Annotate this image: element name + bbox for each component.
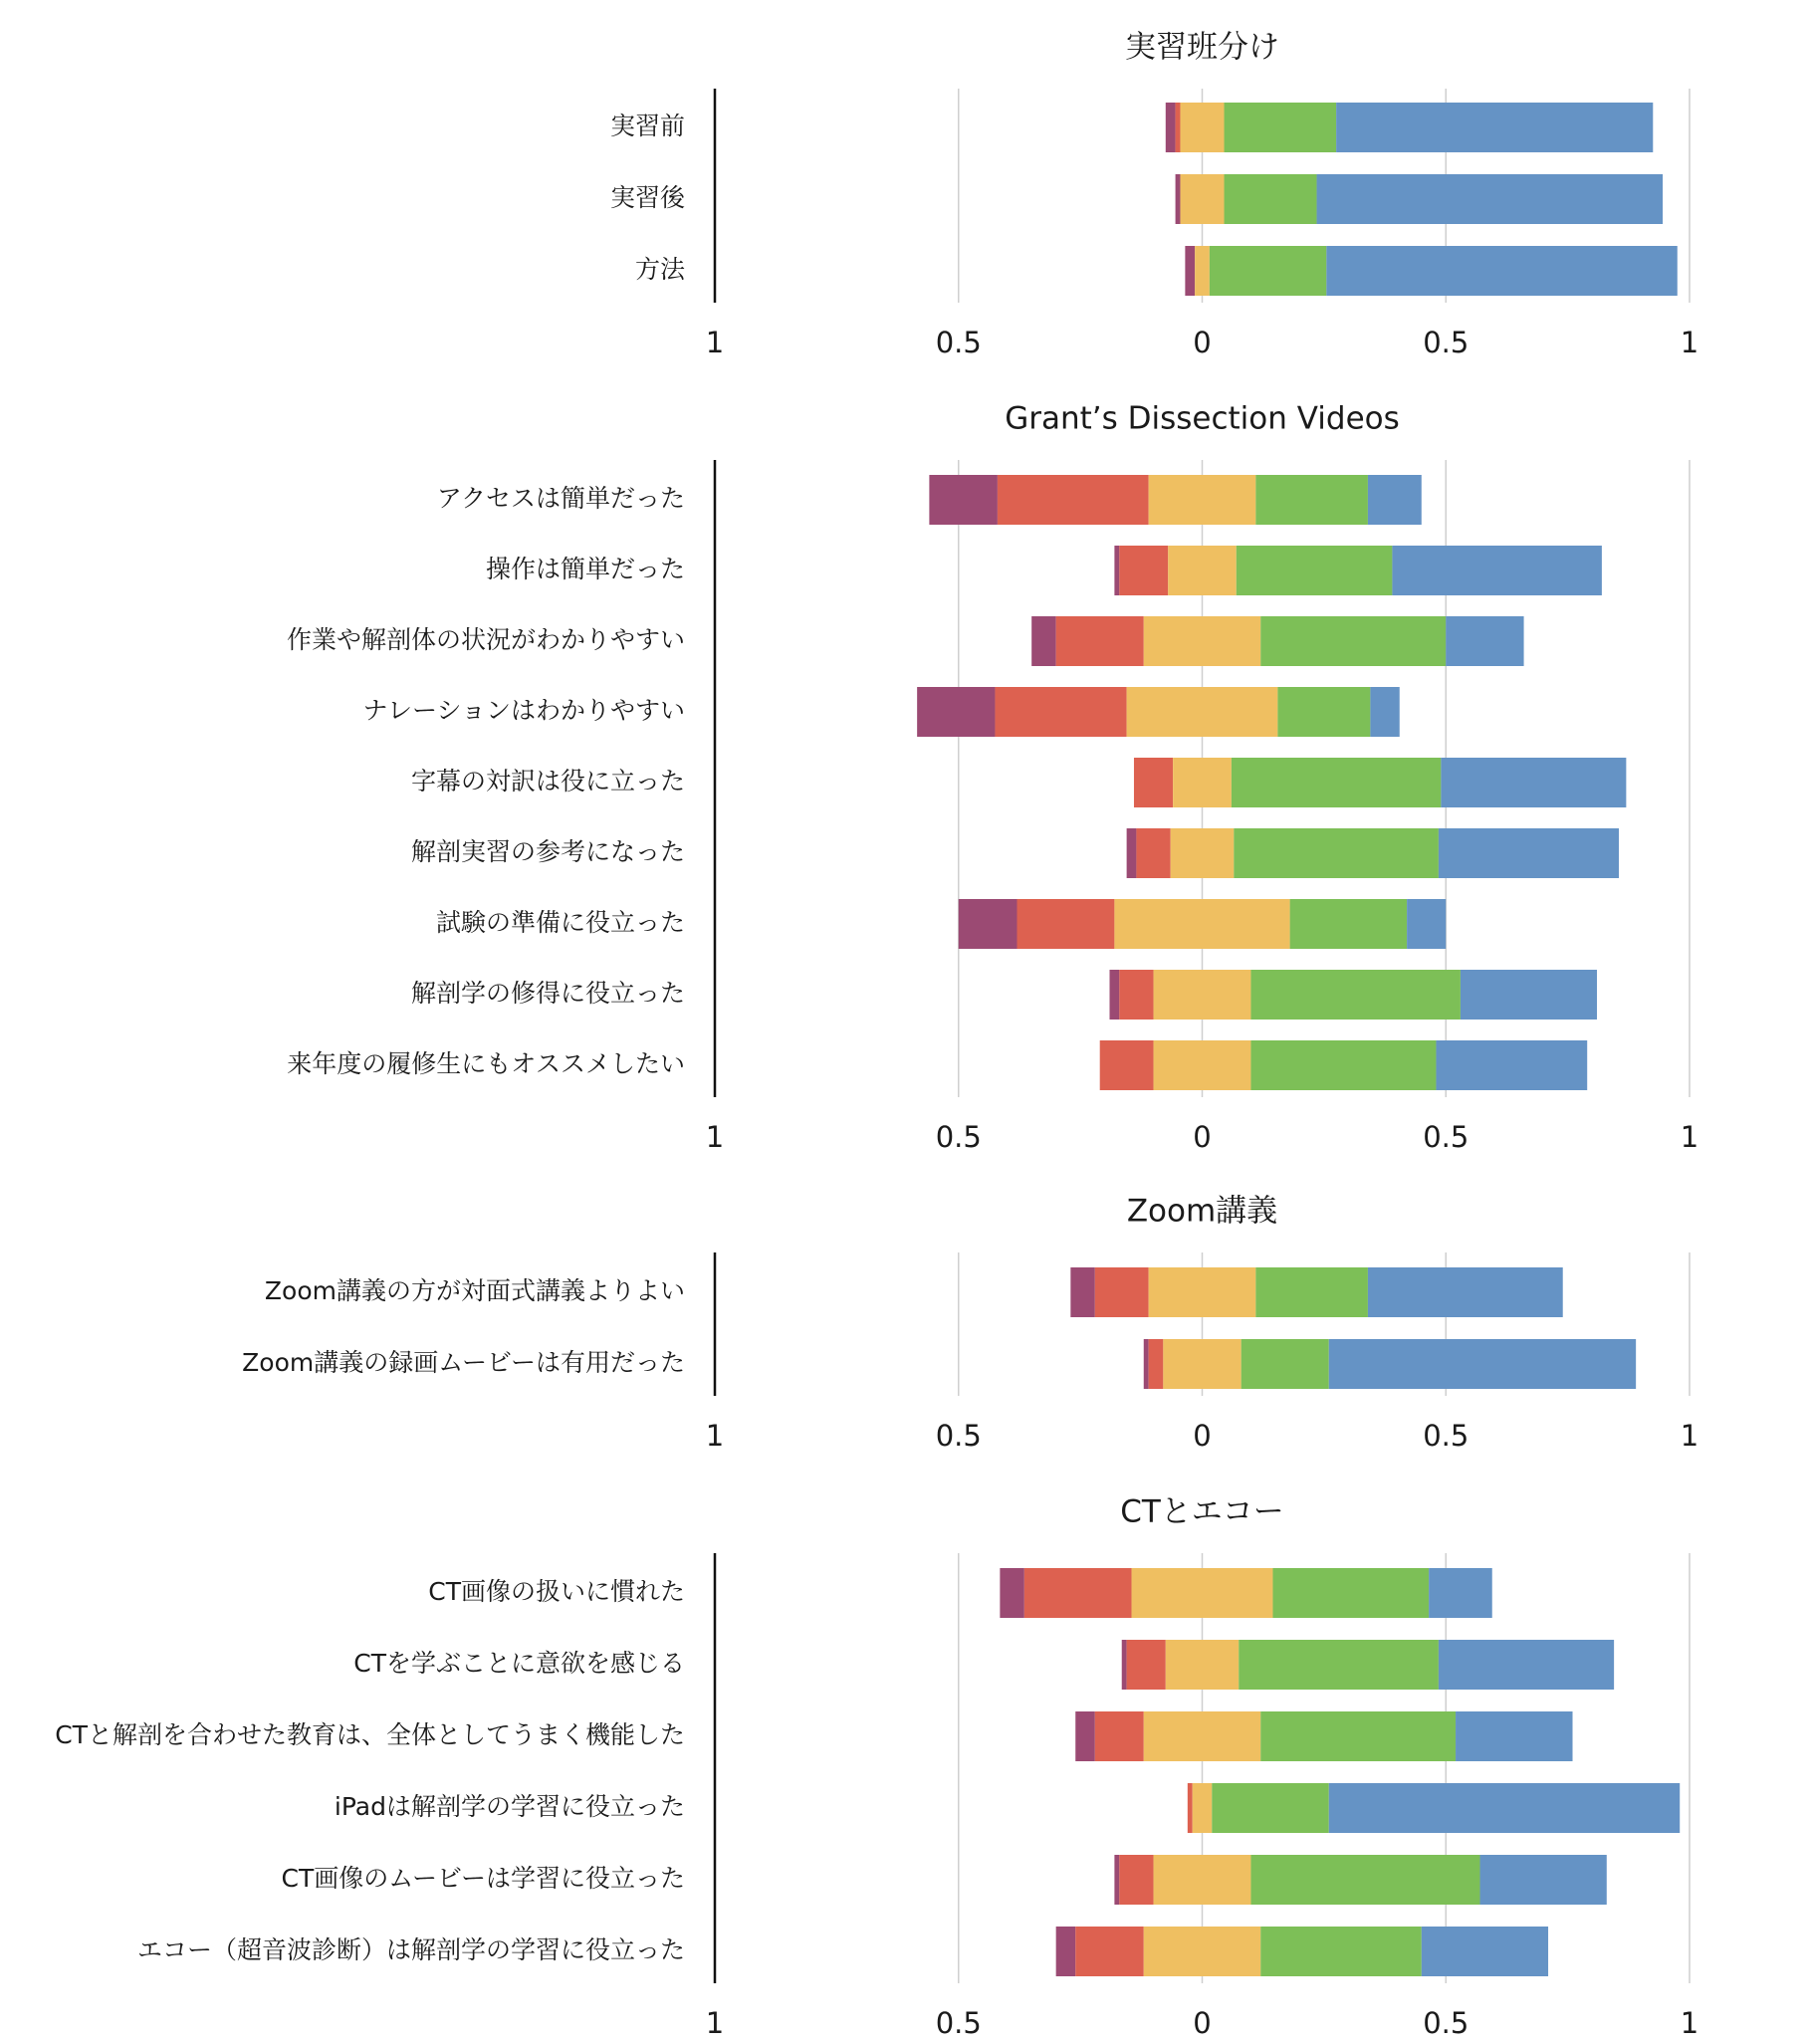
bar-segment-5 — [1446, 616, 1523, 666]
category-label: 試験の準備に役立った — [435, 908, 685, 937]
chart-panel-2 — [287, 401, 1698, 1155]
bar-segment-3 — [1144, 616, 1260, 666]
bar-segment-4 — [1225, 103, 1337, 152]
bar-segment-1 — [1109, 970, 1119, 1020]
bar-segment-3 — [1149, 1267, 1256, 1317]
bar-segment-5 — [1439, 828, 1619, 878]
category-label: 解剖実習の参考になった — [410, 837, 685, 866]
bar-segment-3 — [1154, 1855, 1251, 1905]
x-tick-label: 0.5 — [1423, 2006, 1469, 2039]
bar-segment-1 — [1166, 103, 1176, 152]
category-label: 来年度の履修生にもオススメしたい — [287, 1049, 685, 1078]
category-label: アクセスは簡単だった — [436, 484, 685, 513]
bar-segment-2 — [1056, 616, 1144, 666]
bar-segment-4 — [1260, 1927, 1422, 1976]
category-label: 実習前 — [609, 112, 685, 140]
bar-segment-2 — [1136, 828, 1170, 878]
x-tick-label: 0.5 — [935, 1419, 982, 1453]
category-label: 実習後 — [609, 183, 685, 212]
bar-segment-1 — [917, 687, 995, 737]
bar-segment-3 — [1154, 1040, 1251, 1090]
bar-segment-4 — [1255, 475, 1368, 525]
x-tick-label: 1 — [705, 2006, 725, 2039]
x-tick-label: 0.5 — [1423, 1120, 1469, 1154]
bar-segment-2 — [1095, 1267, 1149, 1317]
bar-segment-1 — [1070, 1267, 1094, 1317]
bar-segment-2 — [1119, 970, 1153, 1020]
bar-segment-4 — [1255, 1267, 1368, 1317]
bar-segment-4 — [1210, 246, 1326, 296]
x-tick-label: 1 — [1680, 1120, 1699, 1154]
bar-segment-5 — [1461, 970, 1597, 1020]
bar-segment-1 — [1114, 1855, 1119, 1905]
category-label: CTを学ぶことに意欲を感じる — [353, 1649, 685, 1678]
bar-segment-4 — [1242, 1339, 1329, 1389]
bar-segment-2 — [1149, 1339, 1164, 1389]
bar-segment-4 — [1225, 174, 1317, 224]
bar-segment-5 — [1329, 1339, 1636, 1389]
bar-segment-3 — [1132, 1568, 1273, 1618]
bar-segment-1 — [929, 475, 998, 525]
chart-panel-4 — [55, 1494, 1698, 2040]
bar-segment-3 — [1166, 1640, 1239, 1690]
bar-segment-1 — [1056, 1927, 1076, 1976]
bar-segment-5 — [1429, 1568, 1492, 1618]
bar-segment-2 — [1188, 1783, 1193, 1833]
category-label: ナレーションはわかりやすい — [362, 696, 685, 725]
bar-segment-1 — [1122, 1640, 1127, 1690]
bar-segment-2 — [1127, 1640, 1166, 1690]
bar-segment-5 — [1326, 246, 1677, 296]
bar-segment-5 — [1480, 1855, 1607, 1905]
bar-segment-5 — [1368, 1267, 1563, 1317]
bar-segment-4 — [1239, 1640, 1439, 1690]
bar-segment-4 — [1250, 1855, 1479, 1905]
bar-segment-1 — [1144, 1339, 1149, 1389]
bar-segment-4 — [1290, 899, 1407, 949]
bar-segment-4 — [1260, 616, 1446, 666]
bar-segment-3 — [1195, 246, 1210, 296]
bar-segment-2 — [1095, 1711, 1144, 1761]
category-label: 操作は簡単だった — [485, 555, 685, 583]
bar-segment-2 — [1134, 758, 1173, 807]
chart-panel-1 — [610, 30, 1698, 360]
bar-segment-5 — [1370, 687, 1399, 737]
bar-segment-4 — [1277, 687, 1370, 737]
x-tick-label: 0.5 — [935, 2006, 982, 2039]
bar-segment-3 — [1171, 828, 1235, 878]
bar-segment-4 — [1272, 1568, 1429, 1618]
x-tick-label: 0.5 — [1423, 326, 1469, 359]
bar-segment-3 — [1173, 758, 1232, 807]
bar-segment-2 — [1024, 1568, 1132, 1618]
x-tick-label: 1 — [705, 1419, 725, 1453]
x-tick-label: 1 — [1680, 2006, 1699, 2039]
panel-title: CTとエコー — [1120, 1493, 1284, 1530]
category-label: 字幕の対訳は役に立った — [410, 767, 685, 795]
bar-segment-5 — [1336, 103, 1653, 152]
bar-segment-4 — [1250, 1040, 1436, 1090]
x-tick-label: 1 — [1680, 326, 1699, 359]
bar-segment-5 — [1439, 1640, 1614, 1690]
panel-title: Zoom講義 — [1126, 1193, 1278, 1230]
x-tick-label: 0 — [1193, 1120, 1212, 1154]
bar-segment-2 — [1075, 1927, 1144, 1976]
category-label: 作業や解剖体の状況がわかりやすい — [286, 625, 685, 654]
bar-segment-4 — [1232, 758, 1441, 807]
bar-segment-3 — [1114, 899, 1289, 949]
bar-segment-3 — [1168, 546, 1237, 595]
bar-segment-1 — [1000, 1568, 1023, 1618]
bar-segment-2 — [1100, 1040, 1154, 1090]
x-tick-label: 0 — [1193, 2006, 1212, 2039]
category-label: エコー（超音波診断）は解剖学の学習に役立った — [136, 1935, 685, 1964]
x-tick-label: 0 — [1193, 326, 1212, 359]
bar-segment-5 — [1407, 899, 1446, 949]
bar-segment-5 — [1441, 758, 1626, 807]
bar-segment-5 — [1368, 475, 1422, 525]
bar-segment-4 — [1234, 828, 1439, 878]
bar-segment-2 — [1119, 1855, 1153, 1905]
chart-panel-3 — [242, 1194, 1698, 1454]
bar-segment-2 — [1017, 899, 1114, 949]
bar-segment-3 — [1154, 970, 1251, 1020]
bar-segment-4 — [1250, 970, 1460, 1020]
category-label: CT画像のムービーは学習に役立った — [281, 1864, 685, 1893]
bar-segment-2 — [995, 687, 1126, 737]
bar-segment-3 — [1180, 174, 1224, 224]
bar-segment-3 — [1144, 1711, 1260, 1761]
panel-title: Grant’s Dissection Videos — [1005, 400, 1400, 437]
bar-segment-3 — [1144, 1927, 1260, 1976]
x-tick-label: 0.5 — [1423, 1419, 1469, 1453]
panel-title: 実習班分け — [1125, 29, 1279, 66]
category-label: 解剖学の修得に役立った — [410, 979, 685, 1008]
x-tick-label: 0.5 — [935, 1120, 982, 1154]
bar-segment-1 — [1075, 1711, 1095, 1761]
bar-segment-3 — [1163, 1339, 1241, 1389]
bar-segment-1 — [1114, 546, 1119, 595]
category-label: Zoom講義の録画ムービーは有用だった — [242, 1348, 685, 1377]
bar-segment-1 — [1185, 246, 1195, 296]
x-tick-label: 0 — [1193, 1419, 1212, 1453]
x-tick-label: 1 — [705, 1120, 725, 1154]
bar-segment-2 — [1119, 546, 1168, 595]
bar-segment-2 — [1176, 103, 1181, 152]
bar-segment-5 — [1422, 1927, 1548, 1976]
bar-segment-3 — [1149, 475, 1256, 525]
bar-segment-3 — [1180, 103, 1224, 152]
bar-segment-5 — [1436, 1040, 1587, 1090]
category-label: Zoom講義の方が対面式講義よりよい — [264, 1276, 685, 1305]
x-tick-label: 1 — [1680, 1419, 1699, 1453]
category-label: iPadは解剖学の学習に役立った — [334, 1792, 685, 1821]
bar-segment-5 — [1317, 174, 1664, 224]
category-label: CTと解剖を合わせた教育は、全体としてうまく機能した — [55, 1720, 685, 1749]
x-tick-label: 0.5 — [935, 326, 982, 359]
bar-segment-2 — [998, 475, 1149, 525]
bar-segment-5 — [1329, 1783, 1680, 1833]
bar-segment-3 — [1193, 1783, 1213, 1833]
bar-segment-5 — [1392, 546, 1601, 595]
bar-segment-4 — [1260, 1711, 1456, 1761]
x-tick-label: 1 — [705, 326, 725, 359]
bar-segment-3 — [1127, 687, 1278, 737]
bar-segment-4 — [1237, 546, 1393, 595]
bar-segment-1 — [1176, 174, 1181, 224]
category-label: 方法 — [634, 255, 685, 284]
bar-segment-1 — [959, 899, 1017, 949]
bar-segment-5 — [1456, 1711, 1572, 1761]
category-label: CT画像の扱いに慣れた — [428, 1577, 685, 1606]
bar-segment-1 — [1031, 616, 1055, 666]
bar-segment-4 — [1212, 1783, 1328, 1833]
bar-segment-1 — [1127, 828, 1137, 878]
